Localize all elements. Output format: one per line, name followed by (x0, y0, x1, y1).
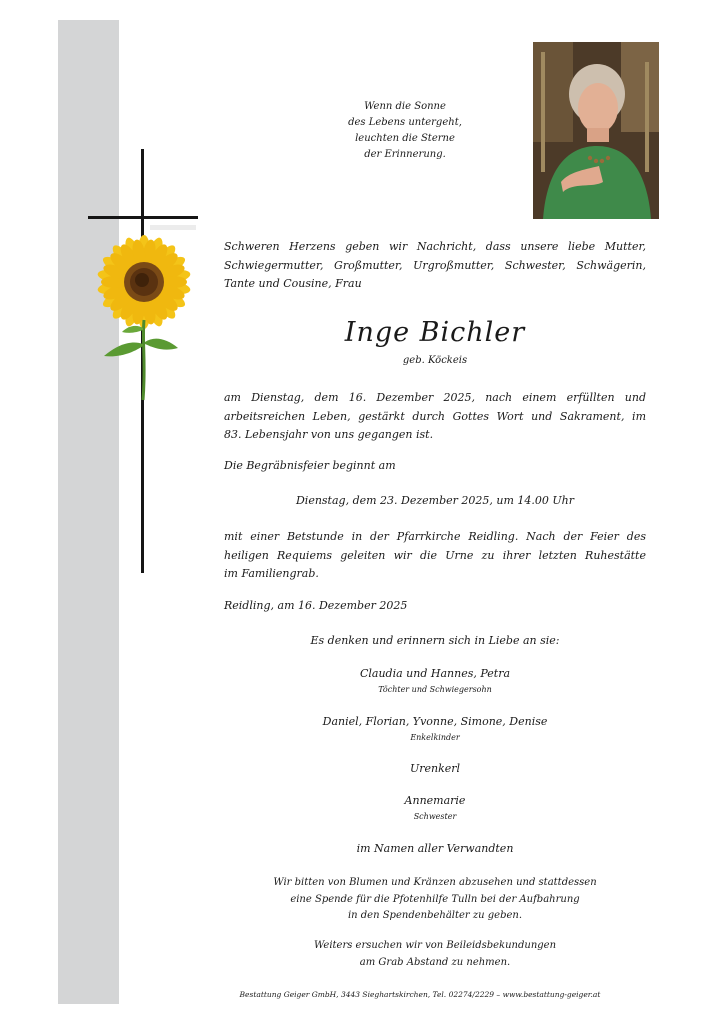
mourner-role: Schwester (413, 812, 457, 821)
quote-line: Wenn die Sonne (364, 101, 446, 112)
side-bar (58, 20, 119, 1004)
condolence-request (224, 938, 646, 971)
funeral-intro (224, 457, 646, 476)
place-date-text: Reidling, am 16. Dezember 2025 (224, 599, 408, 612)
quote-line: leuchten die Sterne (355, 133, 455, 144)
funeral-details-line: im Familiengrab. (224, 567, 319, 580)
funeral-details-line: heiligen Requiems geleiten wir die Urne zu ihrer letzten Ruhestätte (224, 548, 646, 562)
mourner-names: Annemarie (404, 794, 466, 807)
funeral-intro-text: Die Begräbnisfeier beginnt am (224, 459, 396, 472)
quote-line: der Erinnerung. (364, 149, 446, 160)
mourner-role: Enkelkinder (410, 733, 460, 742)
portrait-photo (533, 42, 659, 219)
condolence-line: am Grab Abstand zu nehmen. (359, 956, 511, 968)
birth-name: geb. Köckeis (402, 355, 468, 366)
funeral-datetime: Dienstag, dem 23. Dezember 2025, um 14.00 Uhr (295, 494, 575, 507)
condolence-line: Weiters ersuchen wir von Beileidsbekundungen (313, 940, 557, 951)
funeral-home-footer: Bestattung Geiger GmbH, 3443 Sieghartskirchen, Tel. 02274/2229 – www.bestattung-geiger.at (239, 990, 601, 999)
mourner-names: Urenkerl (409, 762, 461, 775)
mourner-names: Claudia und Hannes, Petra (359, 667, 511, 680)
funeral-details-line: mit einer Betstunde in der Pfarrkirche Reidling. Nach der Feier des (224, 530, 646, 543)
funeral-details (224, 528, 646, 584)
mourners-closing: im Namen aller Verwandten (356, 842, 514, 855)
intro-line: Schwiegermutter, Großmutter, Urgroßmutter, Schwester, Schwägerin, (224, 258, 646, 272)
death-notice-line: arbeitsreichen Leben, gestärkt durch Gottes Wort und Sakrament, im (224, 409, 646, 423)
donation-request (224, 875, 646, 925)
death-notice-line: am Dienstag, dem 16. Dezember 2025, nach einem erfüllten und (224, 391, 646, 404)
mourners-heading: Es denken und erinnern sich in Liebe an sie: (310, 634, 560, 647)
mourner-names: Daniel, Florian, Yvonne, Simone, Denise (322, 715, 548, 728)
place-date (224, 597, 646, 616)
donation-line: in den Spendenbehälter zu geben. (347, 910, 523, 921)
death-notice-line: 83. Lebensjahr von uns gegangen ist. (224, 428, 434, 441)
mourner-role: Töchter und Schwiegersohn (378, 685, 492, 694)
intro-line: Schweren Herzens geben wir Nachricht, dass unsere liebe Mutter, (224, 240, 646, 253)
sunflower-icon (96, 232, 196, 402)
intro-paragraph (224, 238, 646, 294)
death-notice (224, 389, 646, 445)
intro-line: Tante und Cousine, Frau (224, 277, 362, 290)
donation-line: eine Spende für die Pfotenhilfe Tulln bei der Aufbahrung (290, 893, 580, 905)
donation-line: Wir bitten von Blumen und Kränzen abzusehen und stattdessen (273, 877, 597, 888)
deceased-name: Inge Bichler (344, 317, 526, 348)
quote-line: des Lebens untergeht, (348, 117, 462, 128)
memorial-quote (330, 99, 480, 163)
